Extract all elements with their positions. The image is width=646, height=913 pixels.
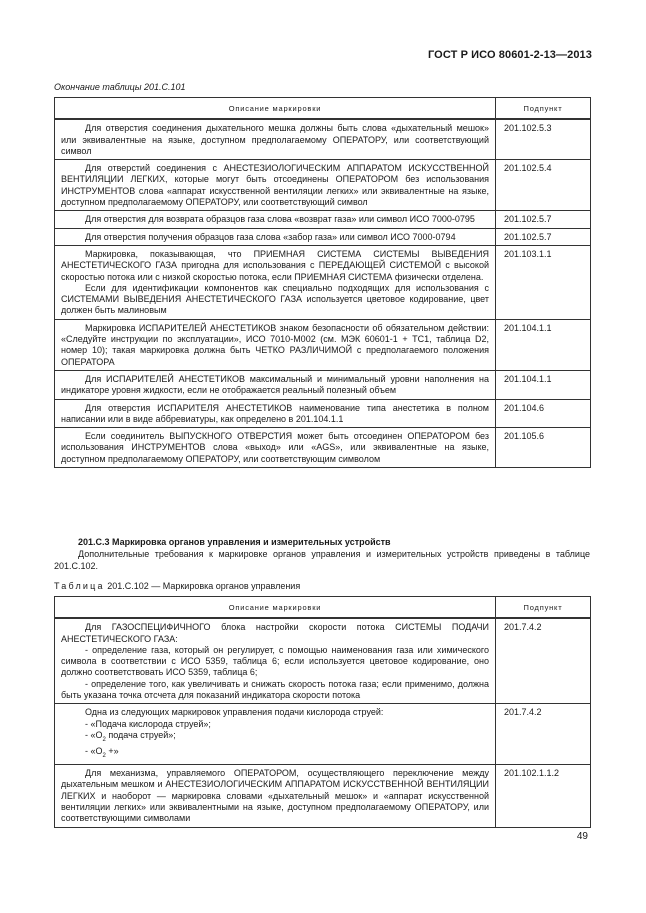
subclause-ref: 201.7.4.2	[496, 618, 591, 704]
marking-description: Одна из следующих маркировок управления подачи кислорода струей: - «Подача кислорода струей»; - «$O_2$ подача струей»; - «$O_2$ +»	[55, 704, 496, 765]
marking-description: Для механизма, управляемого ОПЕРАТОРОМ, осуществляющего переключение между дыхательным мешком и АНЕСТЕЗИОЛОГИЧЕСКИМ АППАРАТОМ ИСКУССТВЕННОЙ ВЕНТИЛЯЦИИ ЛЕГКИХ и наоборот — маркировка словами «дыхательный мешок» и «аппарат искусственной вентиляции легких» или эквивалентными на языке, доступном предполагаемому ОПЕРАТОРУ, или соответствующими символами	[55, 765, 496, 827]
subclause-ref: 201.7.4.2	[496, 704, 591, 765]
subclause-ref: 201.102.5.7	[496, 228, 591, 245]
table-row	[55, 618, 591, 704]
subclause-ref: 201.102.1.1.2	[496, 765, 591, 827]
table2-caption-title: 201.С.102 — Маркировка органов управления	[107, 581, 301, 591]
table-row	[55, 370, 591, 399]
table-row	[55, 428, 591, 468]
table-row	[55, 399, 591, 428]
subclause-ref: 201.105.6	[496, 428, 591, 468]
table-controls-marking	[54, 596, 591, 828]
subclause-ref: 201.102.5.3	[496, 119, 591, 159]
marking-description: Для отверстия ИСПАРИТЕЛЯ АНЕСТЕТИКОВ наименование типа анестетика в полном написании или в виде аббревиатуры, как определено в 201.104.1.1	[55, 399, 496, 428]
column-header-description: Описание маркировки	[55, 597, 496, 619]
table-row	[55, 160, 591, 211]
section-heading: 201.С.3 Маркировка органов управления и измерительных устройств	[78, 537, 391, 547]
subclause-ref: 201.102.5.4	[496, 160, 591, 211]
marking-description: Для отверстия соединения дыхательного мешка должны быть слова «дыхательный мешок» или эквивалентные на языке, доступном предполагаемому ОПЕРАТОРУ, или соответствующий символ	[55, 119, 496, 159]
marking-description: Если соединитель ВЫПУСКНОГО ОТВЕРСТИЯ может быть отсоединен ОПЕРАТОРОМ без использования ИНСТРУМЕНТОВ слова «выход» или «AGS», или эквивалентные на языке, доступном предполагаемому ОПЕРАТОРУ, или соответствующим символом	[55, 428, 496, 468]
page-number: 49	[576, 831, 588, 842]
oxygen-flush-label-2: - «$O_2$ подача струей»;	[85, 729, 176, 743]
table-marking-continued	[54, 97, 591, 468]
table-header-row	[55, 98, 591, 120]
subclause-ref: 201.104.6	[496, 399, 591, 428]
column-header-subclause: Подпункт	[496, 597, 591, 619]
table-row	[55, 765, 591, 827]
document-standard-id: ГОСТ Р ИСО 80601-2-13—2013	[427, 49, 592, 61]
table-row	[55, 211, 591, 228]
subclause-ref: 201.104.1.1	[496, 370, 591, 399]
column-header-description: Описание маркировки	[55, 98, 496, 120]
table-row	[55, 228, 591, 245]
subclause-ref: 201.104.1.1	[496, 319, 591, 370]
marking-description: Маркировка, показывающая, что ПРИЕМНАЯ СИСТЕМА СИСТЕМЫ ВЫВЕДЕНИЯ АНЕСТЕТИЧЕСКОГО ГАЗА пригодна для использования с ПЕРЕДАЮЩЕЙ СИСТЕМОЙ с высокой скоростью потока или с низкой скоростью потока, если ПРИЕМНАЯ СИСТЕМА физически отделена. Если для идентификации компонентов как специально подходящих для использования с СИСТЕМАМИ ВЫВЕДЕНИЯ АНЕСТЕТИЧЕСКОГО ГАЗА используется цветовое кодирование, цвет должен быть малиновым	[55, 245, 496, 319]
table-row	[55, 704, 591, 765]
column-header-subclause: Подпункт	[496, 98, 591, 120]
section-paragraph: Дополнительные требования к маркировке органов управления и измерительных устройств приведены в таблице 201.С.102.	[54, 549, 590, 571]
marking-description: Для ИСПАРИТЕЛЕЙ АНЕСТЕТИКОВ максимальный и минимальный уровни наполнения на индикаторе уровня жидкости, если не отображается реальный полезный объем	[55, 370, 496, 399]
marking-description: Маркировка ИСПАРИТЕЛЕЙ АНЕСТЕТИКОВ знаком безопасности об обязательном действии: «Следуйте инструкции по эксплуатации», ИСО 7010-М002 (см. МЭК 60601-1 + ТС1, таблица D2, номер 10); такая маркировка должна быть ЧЕТКО РАЗЛИЧИМОЙ с предполагаемого положения ОПЕРАТОРА	[55, 319, 496, 370]
marking-description: Для ГАЗОСПЕЦИФИЧНОГО блока настройки скорости потока СИСТЕМЫ ПОДАЧИ АНЕСТЕТИЧЕСКОГО ГАЗА: - определение газа, который он регулирует, с помощью наименования газа или химического символа в соответствии с ИСО 5359, таблица 6; если используется цветовое кодирование, оно должно соответствовать ИСО 5359, таблица 6; - определение того, как увеличивать и снижать скорость потока газа; если применимо, должна быть указана точка отсчета для показаний индикатора скорости потока	[55, 618, 496, 704]
marking-description: Для отверстия получения образцов газа слова «забор газа» или символ ИСО 7000-0794	[55, 228, 496, 245]
table1-caption: Окончание таблицы 201.С.101	[54, 82, 186, 92]
table2-caption	[54, 581, 300, 591]
subclause-ref: 201.102.5.7	[496, 211, 591, 228]
oxygen-flush-label-3: - «$O_2$ +»	[85, 746, 119, 759]
table-row	[55, 245, 591, 319]
subclause-ref: 201.103.1.1	[496, 245, 591, 319]
table-header-row	[55, 597, 591, 619]
table-row	[55, 319, 591, 370]
table2-caption-label: Таблица	[54, 581, 105, 591]
table-row	[55, 119, 591, 159]
marking-description: Для отверстий соединения с АНЕСТЕЗИОЛОГИЧЕСКИМ АППАРАТОМ ИСКУССТВЕННОЙ ВЕНТИЛЯЦИИ ЛЕГКИХ, которые могут быть отсоединены ОПЕРАТОРОМ без использования ИНСТРУМЕНТОВ слова «аппарат искусственной вентиляции легких» или эквивалентные на языке, доступном предполагаемому ОПЕРАТОРУ, или соответствующий символ	[55, 160, 496, 211]
marking-description: Для отверстия для возврата образцов газа слова «возврат газа» или символ ИСО 7000-0795	[55, 211, 496, 228]
